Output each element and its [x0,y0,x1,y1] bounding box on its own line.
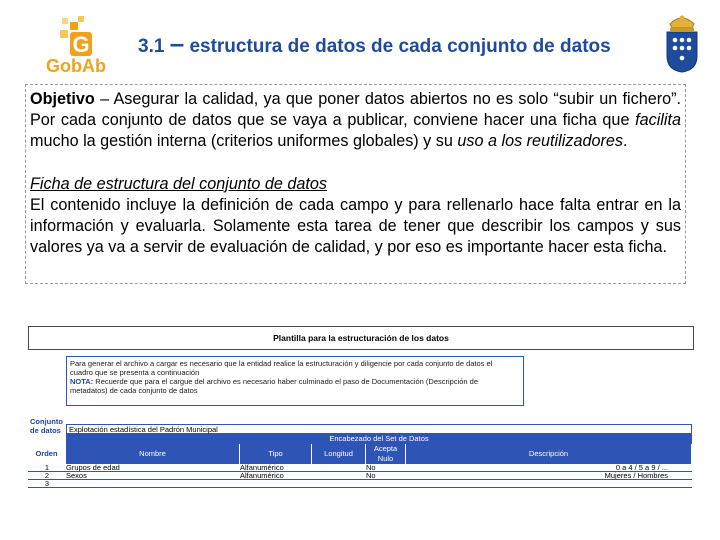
logo-text: GobAb [46,56,106,76]
ficha-paragraph: El contenido incluye la definición de cada campo y para rellenarlo hace falta entrar en la información y evaluarla. Solamente esta tarea de tener que describir los campos y sus valores ya va a servir de evaluación de calidad, y por eso es importante hacer esta ficha. [30,195,681,257]
row-tipo: Alfanumérico [240,472,312,480]
template-note [66,356,524,406]
row-orden: 2 [28,472,66,480]
column-header-orden: Orden [28,444,66,464]
objective-italic-2: uso a los reutilizadores [457,132,623,151]
template-title: Plantilla para la estructuración de los datos [28,326,694,350]
header-bar: Encabezado del Set de Datos [66,434,692,444]
row-orden: 3 [28,480,66,488]
row-descripcion [406,480,692,488]
table-row [28,480,692,488]
row-tipo [240,480,312,488]
objective-italic-1: facilita [635,111,681,130]
page-title [138,28,611,59]
row-nulo: No [366,472,406,480]
objective-text-b: mucho la gestión interna (criterios uniformes globales) y su [30,132,458,151]
ficha-heading-text: Ficha de estructura del conjunto de datos [30,174,327,193]
note-line-2: cuadro que se presenta a continuación [70,368,200,377]
column-header-longitud: Longitud [312,444,366,464]
row-tipo: Alfanumérico [240,464,312,472]
objective-text-c: . [622,132,628,151]
objective-text-a: Asegurar la calidad, ya que poner datos abiertos no es solo “subir un fichero”. Por cada conjunto de datos que se vaya a publicar, conviene hacer una ficha que [30,90,681,130]
row-nombre [66,480,240,488]
objective-label: Objetivo [30,90,95,108]
note-line-4: metadatos) de cada conjunto de datos [70,386,198,395]
column-header-tipo: Tipo [240,444,312,464]
row-longitud [312,464,366,472]
row-longitud [312,472,366,480]
note-line-3: Recuerde que para el cargue del archivo es necesario haber culminado el paso de Documentación (Descripción de [95,377,479,386]
title-dash: – [169,28,185,58]
main-text-box [25,84,686,284]
svg-text:G: G [72,32,90,57]
column-header-nulo: Acepta Nulo [366,444,406,464]
row-nulo [366,480,406,488]
dataset-label: Conjunto de datos [30,417,63,435]
canarias-crest-icon [662,12,702,74]
column-header-nombre: Nombre [66,444,240,464]
title-text: estructura de datos de cada conjunto de datos [189,36,611,57]
objective-dash: – [94,90,114,108]
row-descripcion: Mujeres / Hombres [406,472,692,480]
table-row [28,472,692,480]
note-label: NOTA: [70,377,94,386]
ficha-heading [30,174,681,195]
dataset-name: Explotación estadística del Padrón Municipal [66,424,692,434]
row-longitud [312,480,366,488]
row-orden: 1 [28,464,66,472]
title-number: 3.1 [138,36,165,57]
template-table [28,326,694,494]
row-nulo: No [366,464,406,472]
row-descripcion: 0 a 4 / 5 a 9 / ... [406,464,692,472]
column-header-descripcion: Descripción [406,444,692,464]
row-nombre: Grupos de edad [66,464,240,472]
objective-paragraph [30,89,681,153]
note-line-1: Para generar el archivo a cargar es necesario que la entidad realice la estructuración y diligencie por cada conjunto de datos el [70,359,493,368]
row-nombre: Sexos [66,472,240,480]
table-row [28,464,692,472]
